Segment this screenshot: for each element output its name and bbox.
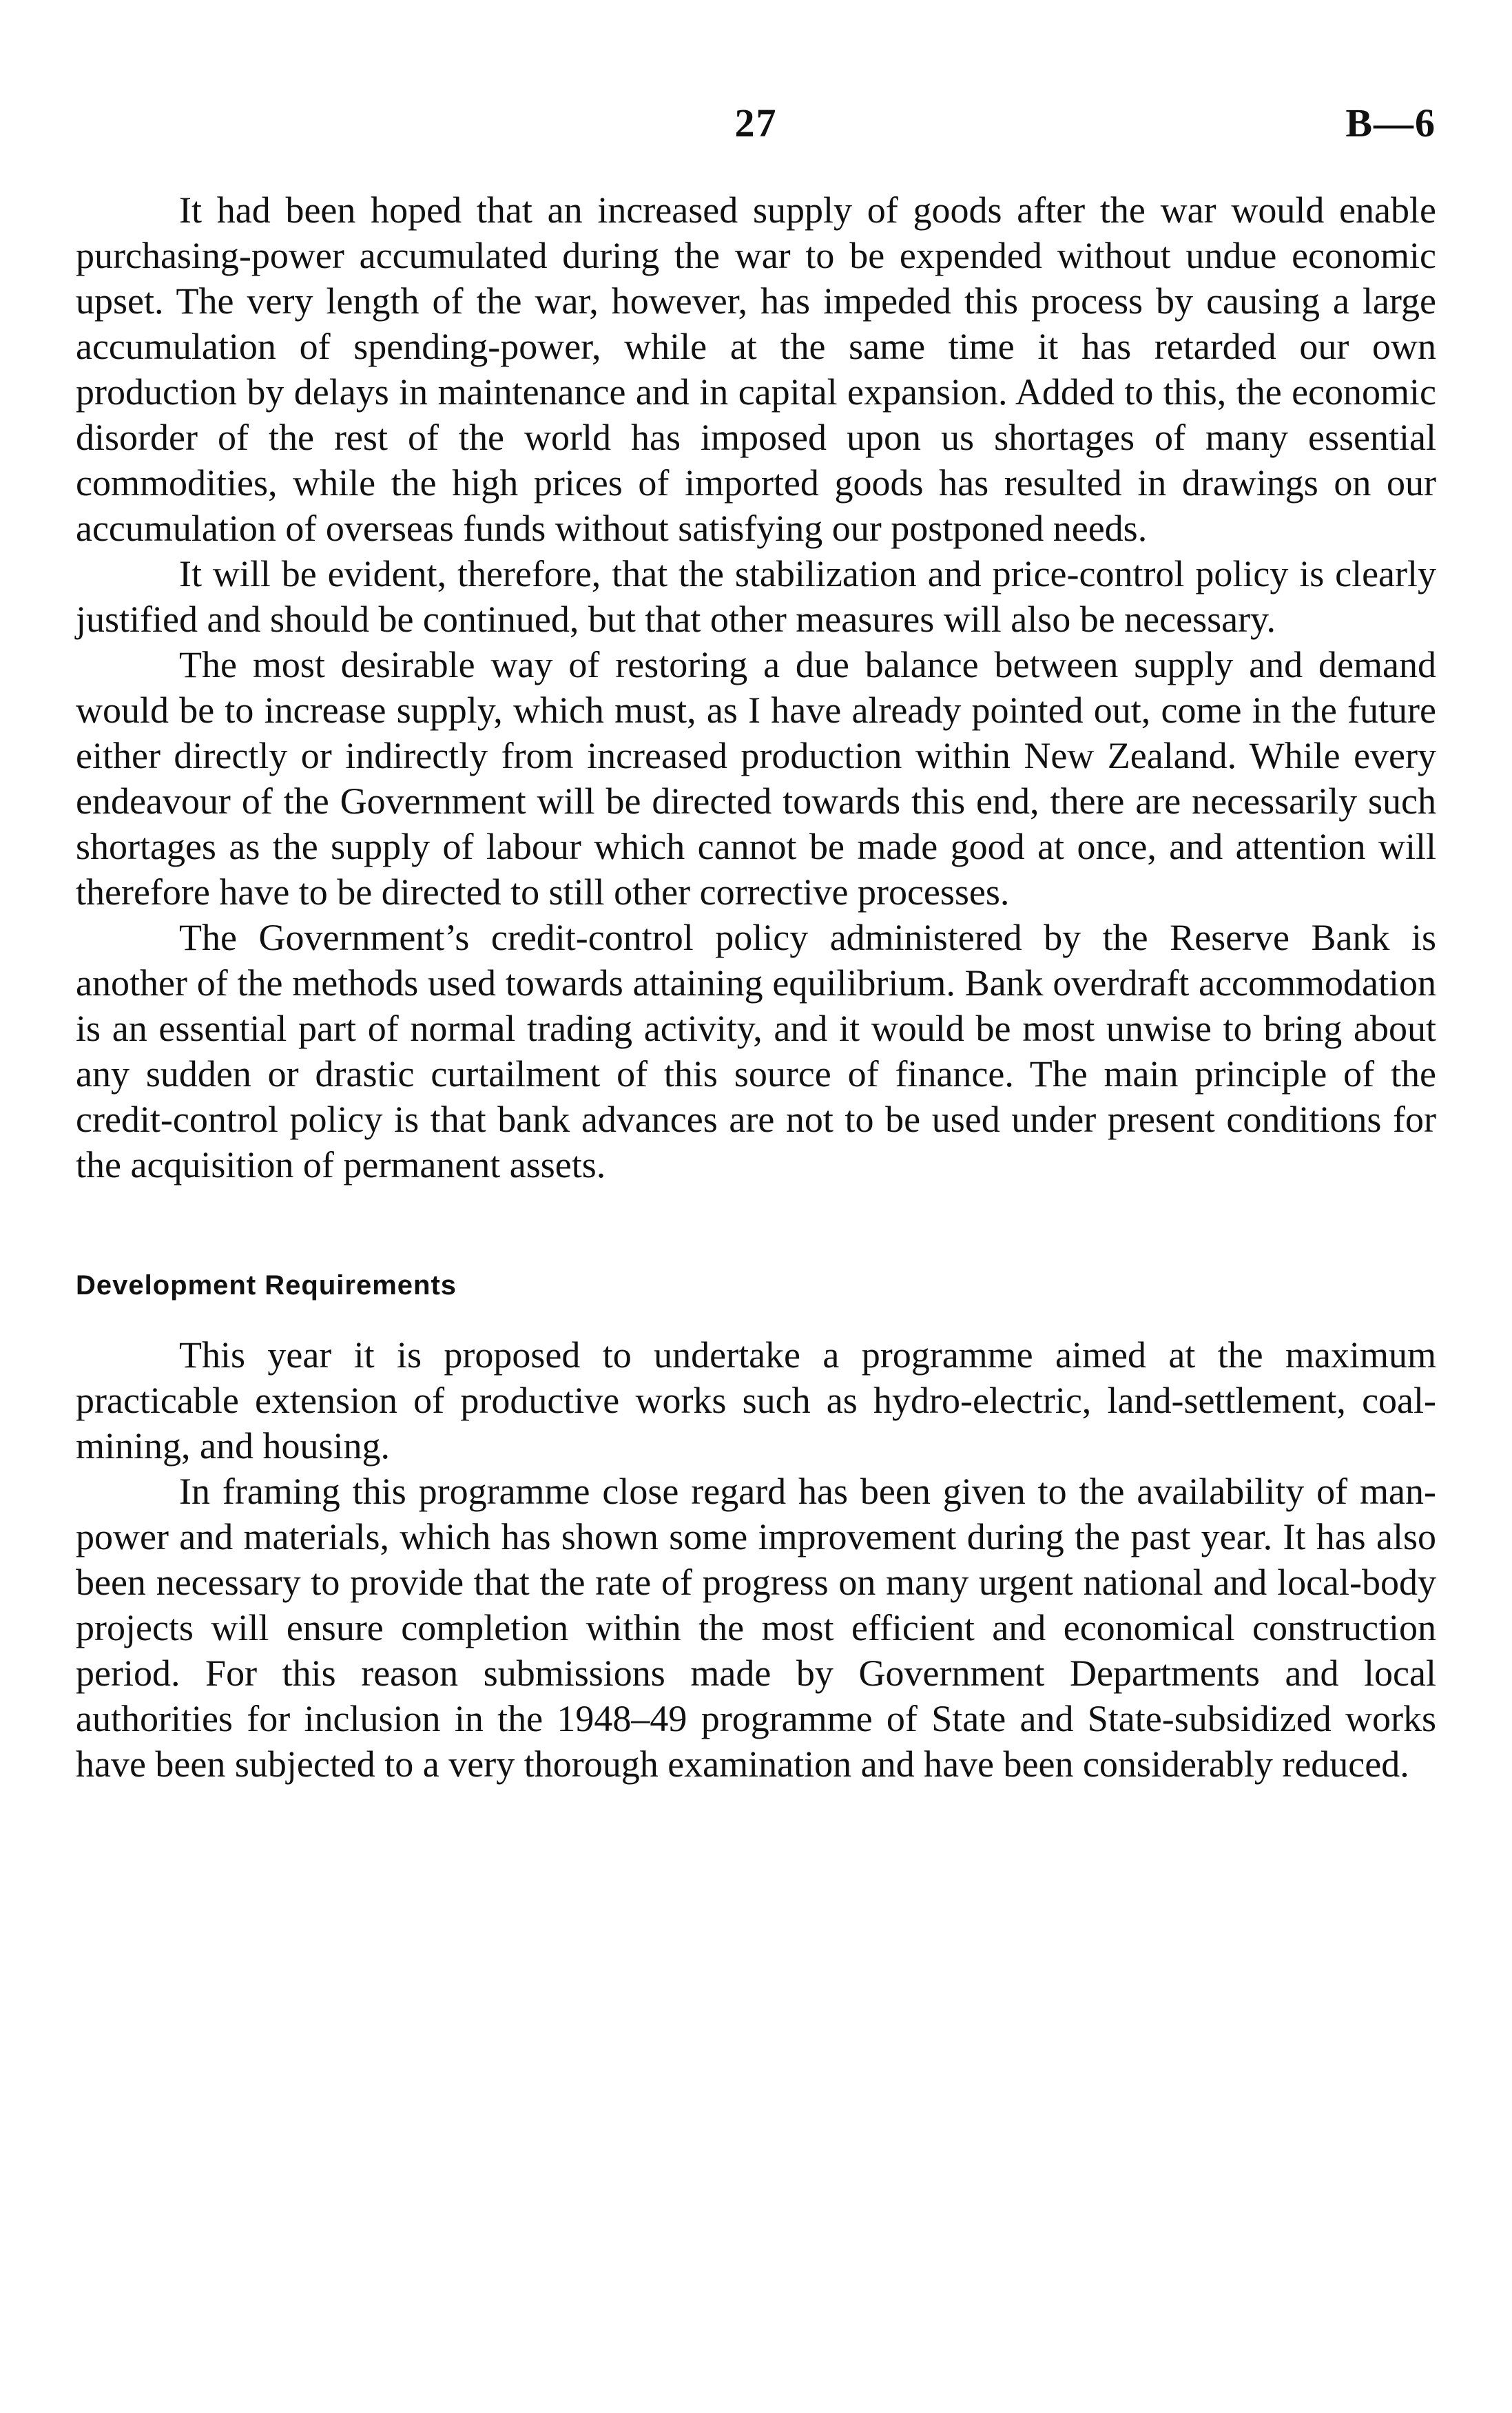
paragraph-framing-programme: In framing this programme close regard has been given to the availability of man-power and materials, which has shown some improvement during the past year. It has also been necessary to provide that the rate of progress on many urgent national and local-body projects will ensure completion within the most efficient and economical construction period. For this reason submissions made by Government Departments and local authorities for inclusion in the 1948–49 programme of State and State-subsidized works have been subjected to a very thorough examination and have been considerably reduced.: [76, 1471, 1436, 1785]
paragraph-restoring-balance: The most desirable way of restoring a due balance between supply and demand would be to increase supply, which must, as I have already pointed out, come in the future either directly or indirectly from increased production within New Zealand. While every endeavour of the Government will be directed towards this end, there are necessarily such shortages as the supply of labour which cannot be made good at once, and attention will therefore have to be directed to still other corrective processes.: [76, 644, 1436, 913]
document-reference: B—6: [1345, 101, 1436, 145]
page-number: 27: [734, 101, 778, 145]
paragraph-programme-proposal: This year it is proposed to undertake a programme aimed at the maximum practicable extension of productive works such as hydro-electric, land-settlement, coal-mining, and housing.: [76, 1334, 1436, 1467]
section-heading-development-requirements: Development Requirements: [76, 1270, 457, 1301]
document-body: [76, 187, 1436, 1787]
paragraph-hoped-supply: It had been hoped that an increased supply of goods after the war would enable purchasing-power accumulated during the war to be expended without undue economic upset. The very length of the war, however, has impeded this process by causing a large accumulation of spending-power, while at the same time it has retarded our own production by delays in maintenance and in capital expansion. Added to this, the economic disorder of the rest of the world has imposed upon us shortages of many essential commodities, while the high prices of imported goods has resulted in drawings on our accumulation of overseas funds without satisfying our postponed needs.: [76, 189, 1436, 549]
paragraph-credit-control: The Government’s credit-control policy administered by the Reserve Bank is another of the methods used towards attaining equilibrium. Bank overdraft accommodation is an essential part of normal trading activity, and it would be most unwise to bring about any sudden or drastic curtailment of this source of finance. The main principle of the credit-control policy is that bank advances are not to be used under present conditions for the acquisition of permanent assets.: [76, 917, 1436, 1185]
page-header: [76, 100, 1436, 155]
paragraph-stabilization-policy: It will be evident, therefore, that the stabilization and price-control policy is clearly justified and should be continued, but that other measures will also be necessary.: [76, 553, 1436, 640]
